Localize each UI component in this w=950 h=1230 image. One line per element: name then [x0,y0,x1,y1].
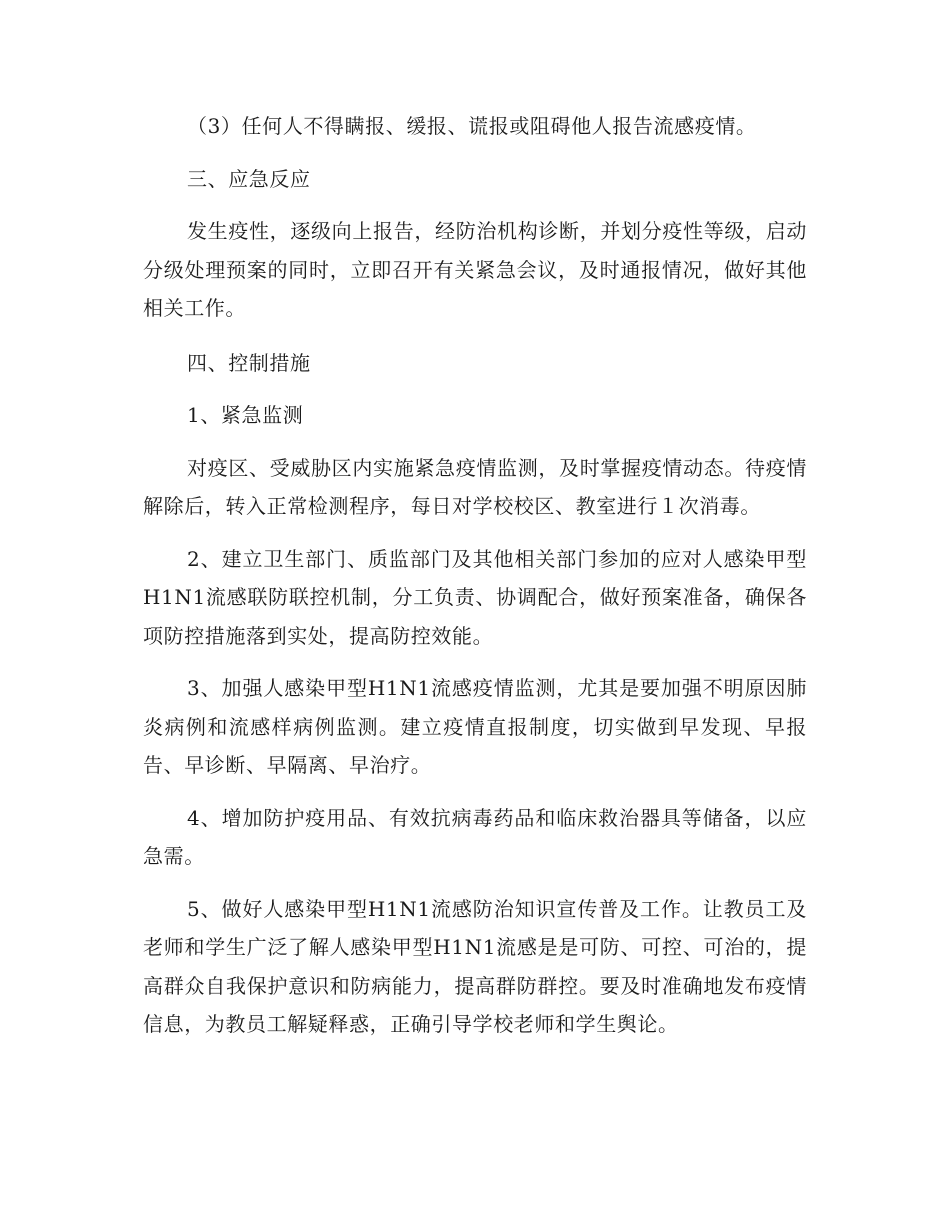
paragraph-measure-4: 4、增加防护疫用品、有效抗病毒药品和临床救治器具等储备，以应急需。 [143,805,807,868]
paragraph-reporting-rule: （3）任何人不得瞒报、缓报、谎报或阻碍他人报告流感疫情。 [187,114,757,138]
heading-control-measures: 四、控制措施 [187,350,311,375]
heading-emergency-response: 三、应急反应 [187,166,311,191]
heading-emergency-monitoring: 1、紧急监测 [187,403,304,427]
paragraph-emergency-monitoring: 对疫区、受威胁区内实施紧急疫情监测，及时掌握疫情动态。待疫情解除后，转入正常检测程序，每日对学校校区、教室进行１次消毒。 [143,455,807,518]
paragraph-measure-5: 5、做好人感染甲型H1N1流感防治知识宣传普及工作。让教员工及老师和学生广泛了解人感染甲型H1N1流感是是可防、可控、可治的，提高群众自我保护意识和防病能力，提高群防群控。要及时准确地发布疫情信息，为教员工解疑释惑，正确引导学校老师和学生舆论。 [143,896,807,1036]
paragraph-emergency-response: 发生疫性，逐级向上报告，经防治机构诊断，并划分疫性等级，启动分级处理预案的同时，立即召开有关紧急会议，及时通报情况，做好其他相关工作。 [143,219,807,320]
paragraph-measure-2: 2、建立卫生部门、质监部门及其他相关部门参加的应对人感染甲型H1N1流感联防联控机制，分工负责、协调配合，做好预案准备，确保各项防控措施落到实处，提高防控效能。 [143,546,807,648]
document-body [143,107,807,1044]
paragraph-measure-3: 3、加强人感染甲型H1N1流感疫情监测，尤其是要加强不明原因肺炎病例和流感样病例监测。建立疫情直报制度，切实做到早发现、早报告、早诊断、早隔离、早治疗。 [143,676,807,777]
